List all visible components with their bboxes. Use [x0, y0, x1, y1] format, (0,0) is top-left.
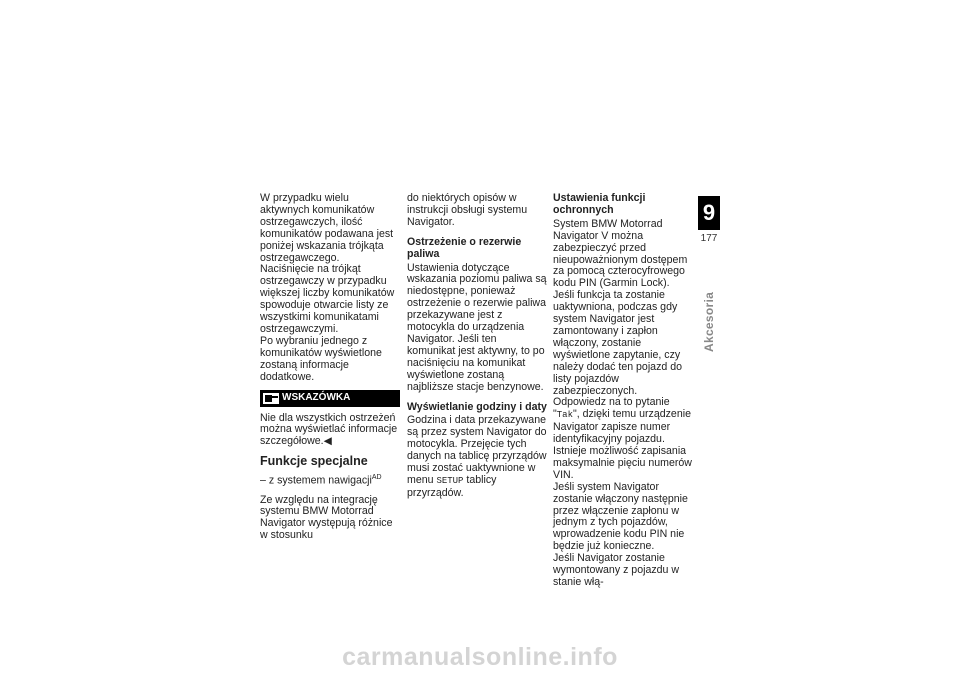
watermark: carmanualsonline.info — [342, 643, 618, 671]
page-number: 177 — [700, 233, 718, 244]
column-1 — [260, 193, 400, 542]
section-title: Funkcje specjalne — [260, 454, 368, 469]
note-header — [260, 390, 400, 407]
paragraph: Istnieje możliwość zapisania maksymalnie pięciu numerów VIN. — [553, 445, 692, 481]
subheading: Ostrzeżenie o rezerwie paliwa — [407, 235, 522, 260]
chapter-number: 9 — [698, 196, 720, 230]
paragraph: W przypadku wielu aktywnych komunikatów ostrzegawczych, ilość komunikatów podawana jest poniżej wskazania trójkąta ostrzegawczego. — [260, 192, 394, 264]
subheading: Wyświetlanie godziny i daty — [407, 400, 547, 413]
chapter-tab — [698, 196, 720, 244]
paragraph: Godzina i data przekazywane są przez system Navigator do motocykla. Przejęcie tych danych na tablicę przyrządów musi zostać uaktywnione w menu SETUP tablicy przyrządów. — [407, 414, 547, 499]
column-2 — [407, 193, 547, 500]
variant-code: AD — [371, 474, 382, 482]
paragraph: Naciśnięcie na trójkąt ostrzegawczy w przypadku większej liczby komunikatów spowoduje otwarcie listy ze wszystkimi komunikatami ostrzegawczymi. — [260, 263, 395, 335]
answer-text: Tak — [556, 410, 573, 421]
hand-pointer-icon — [260, 390, 282, 407]
paragraph: Ze względu na integrację systemu BMW Motorrad Navigator występują różnice w stosunku — [260, 493, 393, 542]
paragraph: Jeśli system Navigator zostanie włączony następnie przez włączenie zapłonu w jednym z tych pojazdów, wprowadzenie kodu PIN nie będzie już konieczne. — [553, 480, 688, 553]
subheading: Ustawienia funkcji ochronnych — [553, 192, 646, 216]
column-3 — [553, 193, 693, 589]
paragraph: do niektórych opisów w instrukcji obsługi systemu Navigator. — [407, 192, 528, 228]
variant-line: – z systemem nawigacji$^{AD}$ — [260, 474, 382, 487]
end-marker: ◀ — [323, 435, 332, 448]
note-text: Nie dla wszystkich ostrzeżeń można wyświetlać informacje szczegółowe.◀ — [260, 411, 398, 448]
paragraph: Ustawienia dotyczące wskazania poziomu paliwa są niedostępne, ponieważ ostrzeżenie o rezerwie paliwa przekazywane jest z motocykla do urządzenia Navigator. Jeśli ten komunikat jest aktywny, to po naciśnięciu na komunikat wyświetlone zostaną najbliższe stacje benzynowe. — [407, 261, 547, 393]
section-name: Akcesoria — [702, 291, 716, 352]
note-label: WSKAZÓWKA — [282, 392, 351, 404]
paragraph: Jeśli Navigator zostanie wymontowany z pojazdu w stanie włą- — [553, 552, 680, 588]
paragraph: Po wybraniu jednego z komunikatów wyświetlone zostaną informacje dodatkowe. — [260, 334, 382, 383]
paragraph: System BMW Motorrad Navigator V można zabezpieczyć przed nieupoważnionym dostępem za pomocą czterocyfrowego kodu PIN (Garmin Lock). Jeśli funkcja ta zostanie uaktywniona, podczas gdy system Navigator jest zamontowany i zapłon włączony, zostanie wyświetlone zapytanie, czy należy dodać ten pojazd do listy pojazdów zabezpieczonych. Odpowiedz na to pytanie "Tak", dzięki temu urządzenie Navigator zapisze numer identyfikacyjny pojazdu. — [553, 217, 691, 446]
menu-name: SETUP — [436, 475, 464, 486]
